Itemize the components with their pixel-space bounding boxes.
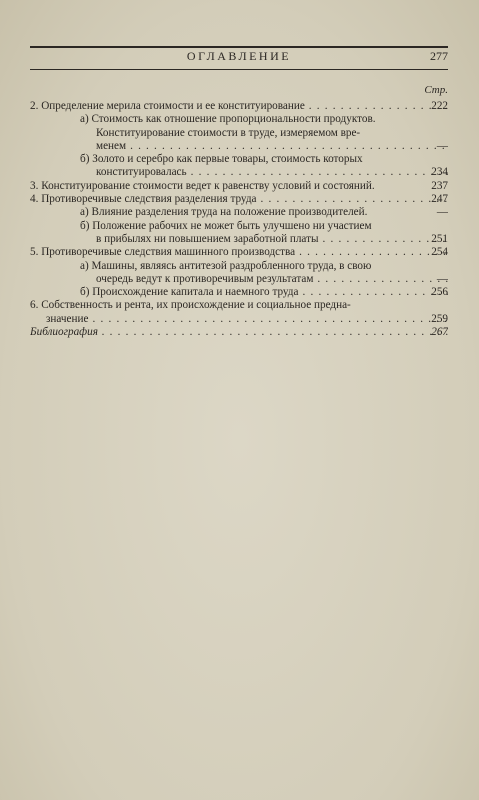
toc-entry-page: 254 bbox=[431, 246, 448, 259]
toc-entry-line bbox=[30, 313, 448, 326]
toc-entry-line bbox=[30, 153, 448, 166]
toc-entry-text: 3. Конституирование стоимости ведет к равенству условий и состояний. bbox=[30, 179, 375, 192]
toc-entry-text: а) Влияние разделения труда на положение производителей. bbox=[80, 206, 368, 219]
toc-entry-page: — bbox=[436, 272, 448, 285]
toc-entry-text: очередь ведут к противоречивым результатам . . . bbox=[96, 273, 448, 285]
page-title: ОГЛАВЛЕНИЕ bbox=[186, 49, 292, 63]
toc-entry-text: а) Машины, являясь антитезой раздробленного труда, в свою bbox=[80, 259, 372, 272]
toc-entry-page: — bbox=[436, 206, 448, 219]
toc-entry-text: б) Происхождение капитала и наемного труда . . . bbox=[80, 286, 448, 298]
toc-entry-text: конституировалась . . . bbox=[96, 166, 448, 178]
toc-entry bbox=[30, 180, 448, 193]
toc-entry-line bbox=[30, 100, 448, 113]
toc-entry-line bbox=[30, 326, 448, 339]
toc-entry-text: б) Положение рабочих не может быть улучшено ни участием bbox=[80, 219, 372, 232]
toc-entry bbox=[30, 100, 448, 113]
toc-entry-line bbox=[30, 246, 448, 259]
toc-entry-page: — bbox=[436, 139, 448, 152]
header-rule-top bbox=[30, 46, 448, 48]
toc-entry-line bbox=[30, 233, 448, 246]
table-of-contents bbox=[30, 100, 448, 339]
toc-entry bbox=[30, 206, 448, 219]
toc-entry-line bbox=[30, 206, 448, 219]
toc-entry-line bbox=[30, 140, 448, 153]
toc-entry bbox=[30, 326, 448, 339]
toc-entry bbox=[30, 260, 448, 287]
toc-entry-line bbox=[30, 127, 448, 140]
toc-entry bbox=[30, 193, 448, 206]
toc-entry-text: 4. Противоречивые следствия разделения труда . . . bbox=[30, 193, 448, 205]
toc-entry-text: б) Золото и серебро как первые товары, стоимость которых bbox=[80, 153, 363, 166]
toc-entry-line bbox=[30, 180, 448, 193]
toc-entry bbox=[30, 246, 448, 259]
toc-entry-line bbox=[30, 220, 448, 233]
toc-entry-text: 6. Собственность и рента, их происхождение и социальное предна- bbox=[30, 299, 351, 312]
toc-entry-page: 256 bbox=[431, 286, 448, 299]
toc-entry bbox=[30, 286, 448, 299]
toc-entry-page: 234 bbox=[431, 166, 448, 179]
toc-entry-page: 267 bbox=[431, 326, 448, 339]
toc-entry bbox=[30, 113, 448, 153]
toc-entry-line bbox=[30, 299, 448, 312]
toc-entry-page: 251 bbox=[431, 232, 448, 245]
toc-entry-line bbox=[30, 260, 448, 273]
toc-entry-line bbox=[30, 273, 448, 286]
toc-entry bbox=[30, 153, 448, 180]
toc-entry-text: 5. Противоречивые следствия машинного производства . . . bbox=[30, 246, 448, 258]
page-number: 277 bbox=[430, 49, 448, 63]
toc-entry-line bbox=[30, 113, 448, 126]
toc-entry-page: 259 bbox=[431, 312, 448, 325]
toc-entry-line bbox=[30, 166, 448, 179]
toc-entry-text: значение . . . bbox=[46, 313, 448, 325]
toc-entry bbox=[30, 299, 448, 326]
toc-entry-page: 237 bbox=[431, 179, 448, 192]
toc-entry-line bbox=[30, 286, 448, 299]
toc-entry-page: 247 bbox=[431, 193, 448, 206]
page-column-label: Стр. bbox=[424, 84, 448, 96]
toc-entry-text: а) Стоимость как отношение пропорциональности продуктов. bbox=[80, 113, 376, 126]
toc-entry-page: 222 bbox=[431, 100, 448, 112]
toc-entry-line bbox=[30, 193, 448, 206]
toc-entry-text: менем . . . bbox=[96, 140, 448, 152]
toc-entry-text: 2. Определение мерила стоимости и ее конституирование . . . bbox=[30, 100, 448, 112]
header-rule-bottom bbox=[30, 69, 448, 70]
toc-entry bbox=[30, 220, 448, 247]
toc-entry-text: в прибылях ни повышением заработной платы . . . bbox=[96, 233, 448, 245]
toc-entry-text: Библиография . . . bbox=[30, 326, 448, 338]
toc-entry-text: Конституирование стоимости в труде, измеряемом вре- bbox=[96, 126, 361, 139]
